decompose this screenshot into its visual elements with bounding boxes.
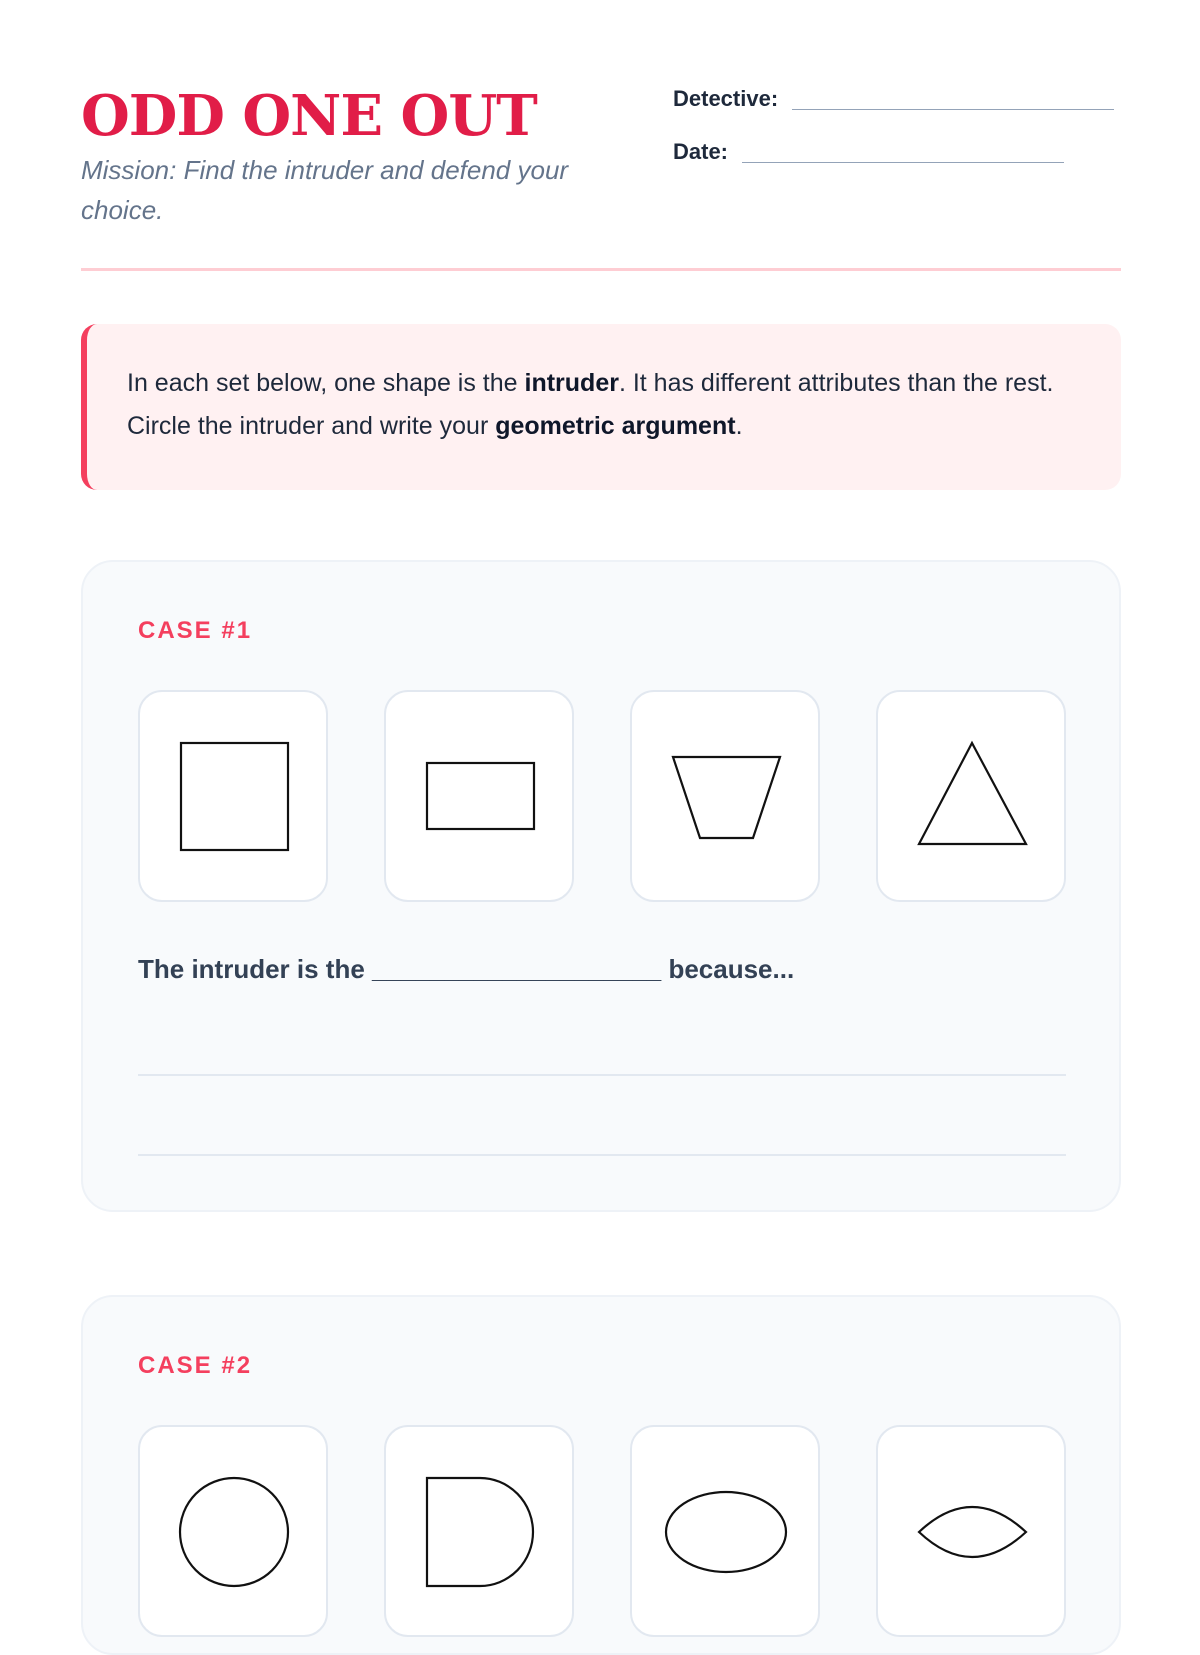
page-title: ODD ONE OUT bbox=[81, 83, 537, 149]
triangle-shape bbox=[878, 692, 1064, 900]
instructions-box bbox=[81, 324, 1121, 490]
trapezoid-shape bbox=[632, 692, 818, 900]
instructions-text-1: In each set below, one shape is the bbox=[127, 369, 525, 397]
instructions-bold-argument: geometric argument bbox=[495, 412, 736, 440]
instructions-bold-intruder: intruder bbox=[524, 369, 619, 397]
instructions-text-2: . It has different attributes than the rest. Circle the intruder and write your bbox=[127, 369, 1054, 440]
lens-shape bbox=[878, 1427, 1064, 1635]
case-label: CASE #1 bbox=[138, 617, 253, 644]
d-shape bbox=[386, 1427, 572, 1635]
header-divider bbox=[81, 268, 1121, 271]
date-input-line[interactable] bbox=[742, 161, 1064, 163]
date-field[interactable] bbox=[673, 139, 1064, 165]
rectangle-shape bbox=[386, 692, 572, 900]
shape-option-square[interactable] bbox=[138, 690, 328, 902]
square-shape bbox=[140, 692, 326, 900]
answer-line-2[interactable] bbox=[138, 1154, 1066, 1156]
mission-subtitle: Mission: Find the intruder and defend your choice. bbox=[81, 155, 569, 225]
shape-option-rectangle[interactable] bbox=[384, 690, 574, 902]
detective-label: Detective: bbox=[673, 86, 779, 111]
shape-option-lens[interactable] bbox=[876, 1425, 1066, 1637]
detective-input-line[interactable] bbox=[792, 108, 1114, 110]
instructions-text-3: . bbox=[735, 412, 743, 440]
ellipse-shape bbox=[632, 1427, 818, 1635]
intruder-prompt: The intruder is the ____________________ because... bbox=[138, 954, 795, 984]
date-label: Date: bbox=[673, 139, 729, 164]
shape-option-d-shape[interactable] bbox=[384, 1425, 574, 1637]
case-card-2 bbox=[81, 1295, 1121, 1655]
case-label: CASE #2 bbox=[138, 1352, 253, 1379]
shape-option-trapezoid[interactable] bbox=[630, 690, 820, 902]
circle-shape bbox=[140, 1427, 326, 1635]
shape-option-ellipse[interactable] bbox=[630, 1425, 820, 1637]
shape-option-triangle[interactable] bbox=[876, 690, 1066, 902]
shape-option-circle[interactable] bbox=[138, 1425, 328, 1637]
detective-field[interactable] bbox=[673, 86, 1114, 112]
answer-line-1[interactable] bbox=[138, 1074, 1066, 1076]
case-card-1 bbox=[81, 560, 1121, 1212]
